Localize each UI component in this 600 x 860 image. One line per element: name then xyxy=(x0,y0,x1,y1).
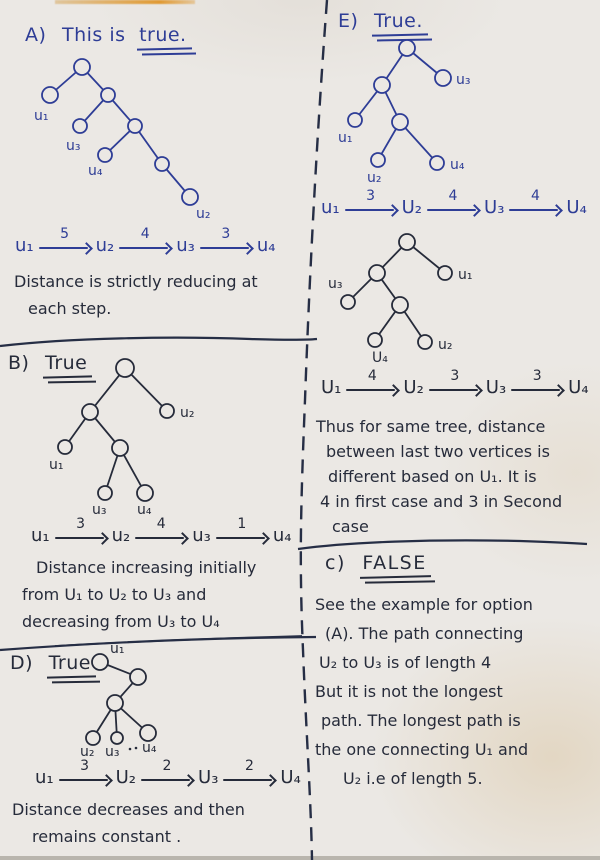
chain-a-node: u₄ xyxy=(256,235,276,256)
section-b-title-underlined: True xyxy=(45,352,88,374)
note-line: Distance is strictly reducing at xyxy=(14,272,258,291)
chain-e1-node: U₂ xyxy=(401,197,423,218)
tree-e2-node-label-u1: u₁ xyxy=(458,267,473,283)
chain-e2-weight: 3 xyxy=(450,368,460,384)
note-line: Thus for same tree, distance xyxy=(316,417,546,436)
tree-a-node-label-u4: u₄ xyxy=(88,163,103,179)
note-line: from U₁ to U₂ to U₃ and xyxy=(22,585,207,604)
tree-a-node-label-u1: u₁ xyxy=(34,108,49,124)
section-d-title-underlined: True xyxy=(48,652,91,674)
distance-chain-e2 xyxy=(318,370,592,398)
note-line: Distance decreases and then xyxy=(12,800,245,819)
chain-a-weight: 3 xyxy=(221,226,231,242)
tree-e2-node-label-u4: U₄ xyxy=(372,350,388,366)
chain-e2-node: U₁ xyxy=(321,377,342,398)
chain-a-weight: 5 xyxy=(60,226,70,242)
chain-b-node: u₄ xyxy=(272,525,292,546)
arrow-icon xyxy=(216,531,268,543)
chain-e1-weight: 3 xyxy=(366,188,376,204)
chain-b-node: u₂ xyxy=(111,525,131,546)
section-c-note xyxy=(315,590,533,793)
arrow-icon xyxy=(346,383,398,395)
section-c-header xyxy=(325,552,427,575)
chain-d-node: U₂ xyxy=(115,767,137,788)
section-e-label: E) xyxy=(338,10,359,32)
chain-e1-weight: 4 xyxy=(448,188,458,204)
note-line: case xyxy=(332,517,369,536)
chain-b-node: u₁ xyxy=(31,525,50,546)
tree-a-node-label-u3: u₃ xyxy=(66,138,81,154)
note-line: decreasing from U₃ to U₄ xyxy=(22,612,220,631)
section-a-note xyxy=(14,268,258,322)
tree-e1-node-label-u4: u₄ xyxy=(450,157,465,173)
chain-a-node: u₂ xyxy=(95,235,115,256)
distance-chain-e1 xyxy=(318,190,590,218)
note-line: Distance increasing initially xyxy=(36,558,257,577)
arrow-icon xyxy=(135,531,187,543)
section-d-label: D) xyxy=(10,652,34,674)
note-line: U₂ to U₃ is of length 4 xyxy=(319,653,492,672)
chain-e2-node: U₄ xyxy=(568,377,589,398)
tree-b-node-label-u4: u₄ xyxy=(137,502,152,518)
tree-diagram-a xyxy=(28,48,228,220)
note-line: (A). The path connecting xyxy=(325,624,524,643)
chain-b-weight: 1 xyxy=(237,516,247,532)
note-line: path. The longest path is xyxy=(321,711,521,730)
chain-e1-node: U₄ xyxy=(566,197,587,218)
tree-e1-node-label-u2: u₂ xyxy=(367,170,382,186)
chain-b-weight: 4 xyxy=(156,516,166,532)
tree-diagram-d xyxy=(72,643,212,761)
tree-e1-node-label-u3: u₃ xyxy=(456,72,471,88)
chain-a-node: u₁ xyxy=(15,235,34,256)
arrow-icon xyxy=(223,773,275,785)
arrow-icon xyxy=(55,531,107,543)
chain-e1-weight: 4 xyxy=(530,188,540,204)
arrow-icon xyxy=(511,383,563,395)
arrow-icon xyxy=(39,241,91,253)
chain-b-weight: 3 xyxy=(76,516,86,532)
arrow-icon xyxy=(119,241,171,253)
tree-d-node-label-u2: u₂ xyxy=(80,744,95,760)
section-e-title-underlined: True. xyxy=(373,10,423,32)
tree-e2-node-label-u2: u₂ xyxy=(438,337,453,353)
note-line: But it is not the longest xyxy=(315,682,503,701)
section-b-note xyxy=(22,554,256,635)
note-line: 4 in first case and 3 in Second xyxy=(320,492,563,511)
chain-a-weight: 4 xyxy=(140,226,150,242)
section-d-note xyxy=(12,796,245,850)
arrow-icon xyxy=(427,203,479,215)
distance-chain-a xyxy=(12,228,279,256)
chain-e1-node: u₁ xyxy=(321,197,340,218)
chain-e2-node: U₂ xyxy=(403,377,424,398)
tree-diagram-e2 xyxy=(328,226,518,366)
distance-chain-d xyxy=(32,760,304,788)
chain-e1-node: U₃ xyxy=(484,197,505,218)
tree-b-node-label-u1: u₁ xyxy=(49,457,64,473)
arrow-icon xyxy=(141,773,193,785)
note-line: between last two vertices is xyxy=(326,442,550,461)
arrow-icon xyxy=(429,383,481,395)
section-a-header xyxy=(25,24,187,47)
tree-d-node-label-u1: u₁ xyxy=(110,641,125,657)
tree-d-node-label-u4: u₄ xyxy=(142,740,157,756)
stray-ink-dot xyxy=(129,748,132,751)
arrow-icon xyxy=(345,203,397,215)
section-c-label: c) xyxy=(325,552,346,574)
section-a-title: This is xyxy=(61,24,126,46)
chain-d-weight: 3 xyxy=(80,758,90,774)
separator-e-c xyxy=(298,540,587,549)
chain-d-weight: 2 xyxy=(244,758,254,774)
note-line: See the example for option xyxy=(315,595,533,614)
tree-b-node-label-u2: u₂ xyxy=(180,405,195,421)
chain-e2-node: U₃ xyxy=(485,377,507,398)
tree-e1-node-label-u1: u₁ xyxy=(338,130,353,146)
chain-b-node: u₃ xyxy=(192,525,211,546)
tree-diagram-e1 xyxy=(328,28,518,188)
chain-e2-weight: 3 xyxy=(532,368,542,384)
tree-d-node-label-u3: u₃ xyxy=(105,744,120,760)
chain-a-node: u₃ xyxy=(176,235,195,256)
stray-ink-dot xyxy=(135,747,138,750)
tree-b-node-label-u3: u₃ xyxy=(92,502,107,518)
chain-e2-weight: 4 xyxy=(367,368,377,384)
paper-stain-top xyxy=(55,0,195,4)
distance-chain-b xyxy=(28,518,295,546)
section-c-title-underlined: FALSE xyxy=(362,552,427,574)
note-line: each step. xyxy=(28,299,112,318)
separator-a-b xyxy=(0,338,317,346)
section-a-label: A) xyxy=(25,24,47,46)
section-e-note xyxy=(316,414,562,539)
chain-d-node: U₄ xyxy=(280,767,301,788)
tree-a-node-label-u2: u₂ xyxy=(196,206,211,222)
arrow-icon xyxy=(59,773,111,785)
tree-diagram-b xyxy=(38,353,213,518)
section-a-title-underlined: true. xyxy=(139,24,187,46)
note-line: remains constant . xyxy=(32,827,182,846)
chain-d-node: u₁ xyxy=(35,767,54,788)
arrow-icon xyxy=(509,203,561,215)
note-line: the one connecting U₁ and xyxy=(315,740,529,759)
note-line: U₂ i.e of length 5. xyxy=(343,769,483,788)
page-bottom-edge xyxy=(0,856,600,860)
tree-e2-node-label-u3: u₃ xyxy=(328,276,343,292)
section-b-label: B) xyxy=(8,352,30,374)
arrow-icon xyxy=(200,241,252,253)
note-line: different based on U₁. It is xyxy=(328,467,537,486)
chain-d-node: U₃ xyxy=(198,767,219,788)
chain-d-weight: 2 xyxy=(162,758,172,774)
